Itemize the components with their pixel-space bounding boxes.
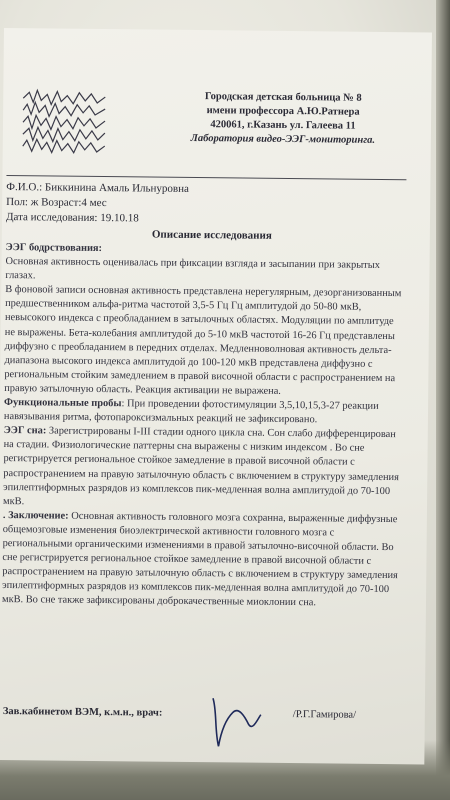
eeg-waves-logo xyxy=(21,88,112,159)
functional-tests-text: : При проведении фотостимуляции 3,5,10,15,3-27 реакции навязывания ритма, фотопароксизмальных реакций не зафиксировано. xyxy=(3,398,379,426)
report-body xyxy=(2,241,406,612)
sleep-eeg-text: Зарегистрированы I-III стадии одного цикла сна. Сон слабо дифференцирован на стадии. Физиологические паттерны сна выражены с низким индексом . Во сне регистрируется региональное стойкое замедление в правой височной области с распространением на правую затылочную область с включением в структуру замедления эпилептиформных разрядов из комплексов пик-медленная волна амплитудой до 70-100 мкВ. xyxy=(2,425,399,507)
awake-eeg-text: Основная активность оценивалась при фиксации взгляда и засыпании при закрытых глазах. xyxy=(5,256,380,282)
header-line-address: 420061, г.Казань ул. Галеева 11 xyxy=(210,119,356,132)
header-line-hospital: Городская детская больница № 8 xyxy=(204,91,362,104)
sleep-eeg-label: ЭЭГ сна: xyxy=(3,425,47,437)
study-date: Дата исследования: 19.10.18 xyxy=(5,211,139,225)
hospital-header xyxy=(153,90,414,149)
patient-sex-age: Пол: ж Возраст:4 мес xyxy=(6,196,107,210)
handwritten-signature xyxy=(202,690,263,751)
description-title: Описание исследования xyxy=(151,228,272,242)
conclusion-text: Основная активность головного мозга сохранна, выраженные диффузные общемозговые изменения биоэлектрической активности головного мозга с региональными органическими изменениями в правой затылочно-височной области. Во сне регистрируется региональное стойкое замедление в правой височной области с распространением на правую затылочную область с включением в структуру замедления эпилептиформных разрядов из комплексов пик-медленная волна амплитудой до 70-100 мкВ. Во сне также зафиксированы доброкачественные миоклонии сна. xyxy=(1,510,398,609)
conclusion-label: . Заключение: xyxy=(2,509,69,522)
table-edge xyxy=(436,0,450,800)
patient-info xyxy=(6,180,189,227)
background-activity-text: В фоновой записи основная активность представлена нерегулярным, дезорганизованным предшественником альфа-ритма частотой 3,5-5 Гц Гц амплитудой до 50-80 мкВ, невысокого индекса с преобладанием в затылочных областях. Модуляции по амплитуде не выражены. Бета-колебания амплитудой до 5-10 мкВ частотой 16-26 Гц представлены диффузно с преобладанием в передних отделах. Медленноволновая активность дельта- диапазона высокого индекса амплитудой до 100-120 мкВ представлена диффузно с региональным стойким замедлением в правой височной области с распространением на правую затылочную область. Реакция активации не выражена. xyxy=(4,284,402,397)
functional-tests-label: Функциональные пробы xyxy=(4,397,122,410)
signature-block xyxy=(2,706,403,721)
document-page xyxy=(0,28,432,764)
header-line-named: имени профессора А.Ю.Ратнера xyxy=(206,105,360,118)
patient-name: Ф.И.О.: Биккинина Амаль Ильнуровна xyxy=(6,181,189,195)
doctor-title: Зав.кабинетом ВЭМ, к.м.н., врач: xyxy=(2,706,163,719)
doctor-name: /Р.Г.Гамирова/ xyxy=(292,709,357,721)
awake-eeg-label: ЭЭГ бодрствования: xyxy=(5,242,103,255)
header-divider xyxy=(6,175,406,180)
header-line-lab: Лаборатория видео-ЭЭГ-мониторинга. xyxy=(190,132,376,146)
